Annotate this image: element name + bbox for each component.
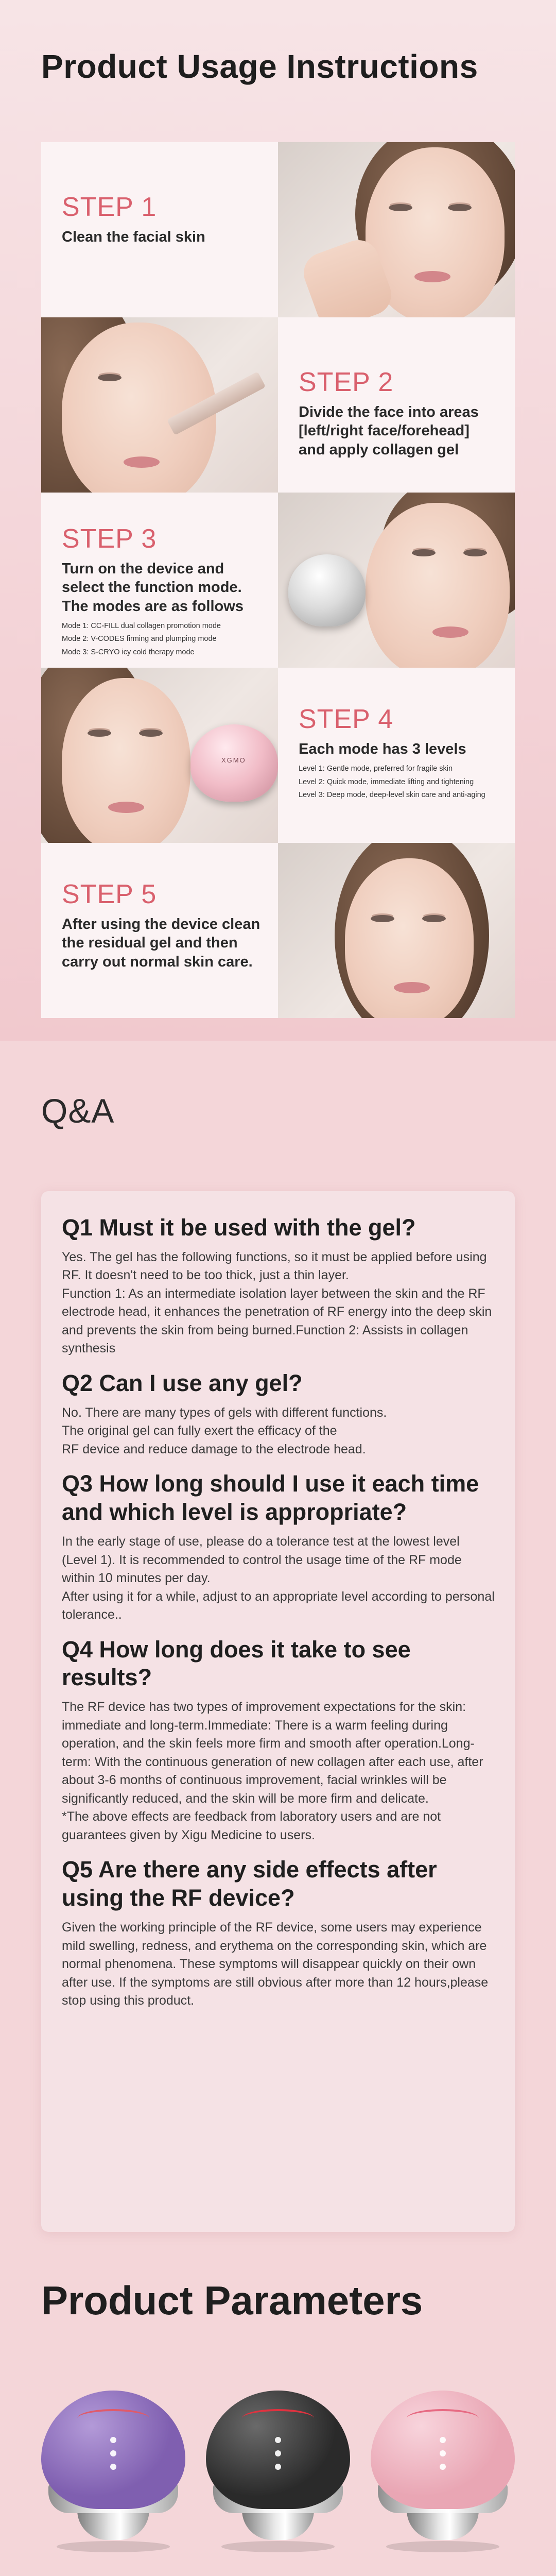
device-shadow [386, 2541, 499, 2552]
qa-answer-paragraph: In the early stage of use, please do a tolerance test at the lowest level (Level 1). It is recommended to control the usage time of the RF mode within 10 minutes per day. [62, 1534, 462, 1586]
step-5-label: STEP 5 [62, 879, 157, 909]
device-shell [371, 2391, 515, 2509]
eye-right [463, 549, 487, 556]
qa-answer-paragraph: The original gel can fully exert the efficacy of the [62, 1423, 337, 1438]
step-3-mode-2: Mode 2: V-CODES firming and plumping mode [62, 635, 217, 643]
step-1-label: STEP 1 [62, 192, 157, 222]
device-button-dot [110, 2450, 116, 2456]
step-5-desc: After using the device clean the residual gel and then carry out normal skin care. [62, 916, 260, 970]
device-light-arc [242, 2409, 314, 2428]
device-shadow [221, 2541, 335, 2552]
step-row-5 [41, 843, 515, 1018]
step-3-photo [278, 493, 515, 668]
eye-left [389, 204, 412, 211]
device-base [407, 2510, 479, 2540]
qa-answer-paragraph: Function 1: As an intermediate isolation layer between the skin and the RF electrode head, it enhances the penetration of RF energy into the deep skin and prevents the skin from being burned.Function 2: Assists in collagen synthesis [62, 1286, 492, 1356]
step-5-photo [278, 843, 515, 1018]
step-5-text [41, 843, 278, 1018]
qa-answer-paragraph: The RF device has two types of improvement expectations for the skin: immediate and long-term.Immediate: There is a warm feeling during operation, and the skin feels more firm and smooth after operation.Long-term: With the continuous generation of new collagen after each use, after about 3-6 months of continuous improvement, facial wrinkles will be significantly reduced, and the skin will be more firm and delicate. [62, 1700, 483, 1806]
step-3-desc: Turn on the device and select the function mode. The modes are as follows [62, 561, 244, 615]
device-light-arc [407, 2409, 479, 2428]
step-4-label: STEP 4 [299, 704, 394, 734]
face-shape [366, 503, 510, 668]
device-button-dot [275, 2464, 281, 2470]
device-shadow [57, 2541, 170, 2552]
device-base [242, 2510, 314, 2540]
device-button-dot [110, 2437, 116, 2443]
step-row-4 [41, 668, 515, 843]
face-shape [62, 678, 190, 843]
device-button-dot [110, 2464, 116, 2470]
device-lineup [0, 2380, 556, 2576]
qa-item-3 [62, 1470, 497, 1624]
step-3-mode-1: Mode 1: CC-FILL dual collagen promotion mode [62, 621, 221, 630]
eye-left [412, 549, 436, 556]
eye-left [98, 374, 121, 381]
lips-shape [394, 982, 430, 993]
step-1-photo [278, 142, 515, 317]
qa-item-5 [62, 1856, 497, 2010]
step-2-desc: Divide the face into areas [left/right face/forehead] and apply collagen gel [299, 404, 479, 458]
eye-right [448, 204, 472, 211]
device-shell [41, 2391, 185, 2509]
device-pink [371, 2391, 515, 2555]
qa-question: Q3 How long should I use it each time and which level is appropriate? [62, 1470, 479, 1526]
qa-answer [62, 1698, 497, 1844]
device-button-dot [440, 2437, 446, 2443]
step-4-modes [299, 762, 499, 802]
qa-item-4 [62, 1636, 497, 1845]
qa-question: Q1 Must it be used with the gel? [62, 1214, 416, 1241]
eye-left [88, 730, 111, 737]
step-row-3 [41, 493, 515, 668]
eye-right [422, 915, 446, 922]
qa-answer [62, 1248, 497, 1358]
qa-answer [62, 1533, 497, 1624]
qa-answer [62, 1404, 497, 1459]
lips-shape [414, 271, 450, 282]
lips-shape [124, 456, 160, 468]
face-shape [345, 858, 474, 1018]
params-title: Product Parameters [41, 2278, 423, 2323]
device-button-dot [275, 2450, 281, 2456]
device-shell [206, 2391, 350, 2509]
step-2-text [278, 317, 515, 493]
step-4-level-3: Level 3: Deep mode, deep-level skin care and anti-aging [299, 791, 485, 799]
eye-left [371, 915, 394, 922]
lips-shape [108, 802, 144, 813]
device-purple [41, 2391, 185, 2555]
qa-answer-paragraph: Yes. The gel has the following functions, so it must be applied before using RF. It doesn't need to be too thick, just a thin layer. [62, 1249, 487, 1283]
rf-device [190, 724, 278, 802]
step-3-text [41, 493, 278, 668]
steps-grid [41, 142, 515, 1018]
qa-item-1 [62, 1214, 497, 1358]
step-4-level-2: Level 2: Quick mode, immediate lifting and tightening [299, 777, 474, 786]
step-1-desc: Clean the facial skin [62, 229, 205, 245]
device-button-dot [440, 2450, 446, 2456]
step-row-2 [41, 317, 515, 493]
qa-question: Q4 How long does it take to see results? [62, 1636, 411, 1691]
step-2-label: STEP 2 [299, 367, 394, 397]
qa-answer-paragraph: After using it for a while, adjust to an appropriate level according to personal tolerance.. [62, 1589, 495, 1622]
step-4-level-1: Level 1: Gentle mode, preferred for fragile skin [299, 765, 453, 773]
step-row-1 [41, 142, 515, 317]
step-4-photo [41, 668, 278, 843]
device-black [206, 2391, 350, 2555]
step-4-text [278, 668, 515, 843]
device-button-dot [275, 2437, 281, 2443]
device-logo: XGMO [221, 756, 246, 764]
qa-card [41, 1191, 515, 2232]
usage-title: Product Usage Instructions [41, 48, 478, 85]
qa-item-2 [62, 1369, 497, 1459]
step-4-desc: Each mode has 3 levels [299, 741, 466, 757]
qa-question: Q2 Can I use any gel? [62, 1369, 303, 1396]
step-2-photo [41, 317, 278, 493]
step-1-text [41, 142, 278, 317]
step-3-modes [62, 620, 263, 659]
usage-section [0, 0, 556, 1041]
step-3-label: STEP 3 [62, 524, 157, 554]
step-3-mode-3: Mode 3: S-CRYO icy cold therapy mode [62, 648, 195, 656]
device-button-dot [440, 2464, 446, 2470]
device-light-arc [77, 2409, 149, 2428]
qa-heading: Q&A [41, 1092, 115, 1130]
qa-answer-paragraph: No. There are many types of gels with different functions. [62, 1405, 387, 1420]
lips-shape [432, 626, 468, 638]
eye-right [139, 730, 163, 737]
rf-device [288, 554, 366, 626]
qa-answer [62, 1919, 497, 2010]
qa-answer-paragraph: RF device and reduce damage to the electrode head. [62, 1442, 366, 1456]
device-base [77, 2510, 149, 2540]
qa-answer-paragraph: Given the working principle of the RF device, some users may experience mild swelling, redness, and erythema on the corresponding skin, which are normal phenomena. These symptoms will disappear quickly on their own after use. If the symptoms are still obvious after more than 12 hours,please stop using this product. [62, 1920, 489, 2008]
qa-question: Q5 Are there any side effects after using the RF device? [62, 1856, 437, 1911]
qa-answer-paragraph: *The above effects are feedback from laboratory users and are not guarantees given by Xigu Medicine to users. [62, 1809, 441, 1842]
